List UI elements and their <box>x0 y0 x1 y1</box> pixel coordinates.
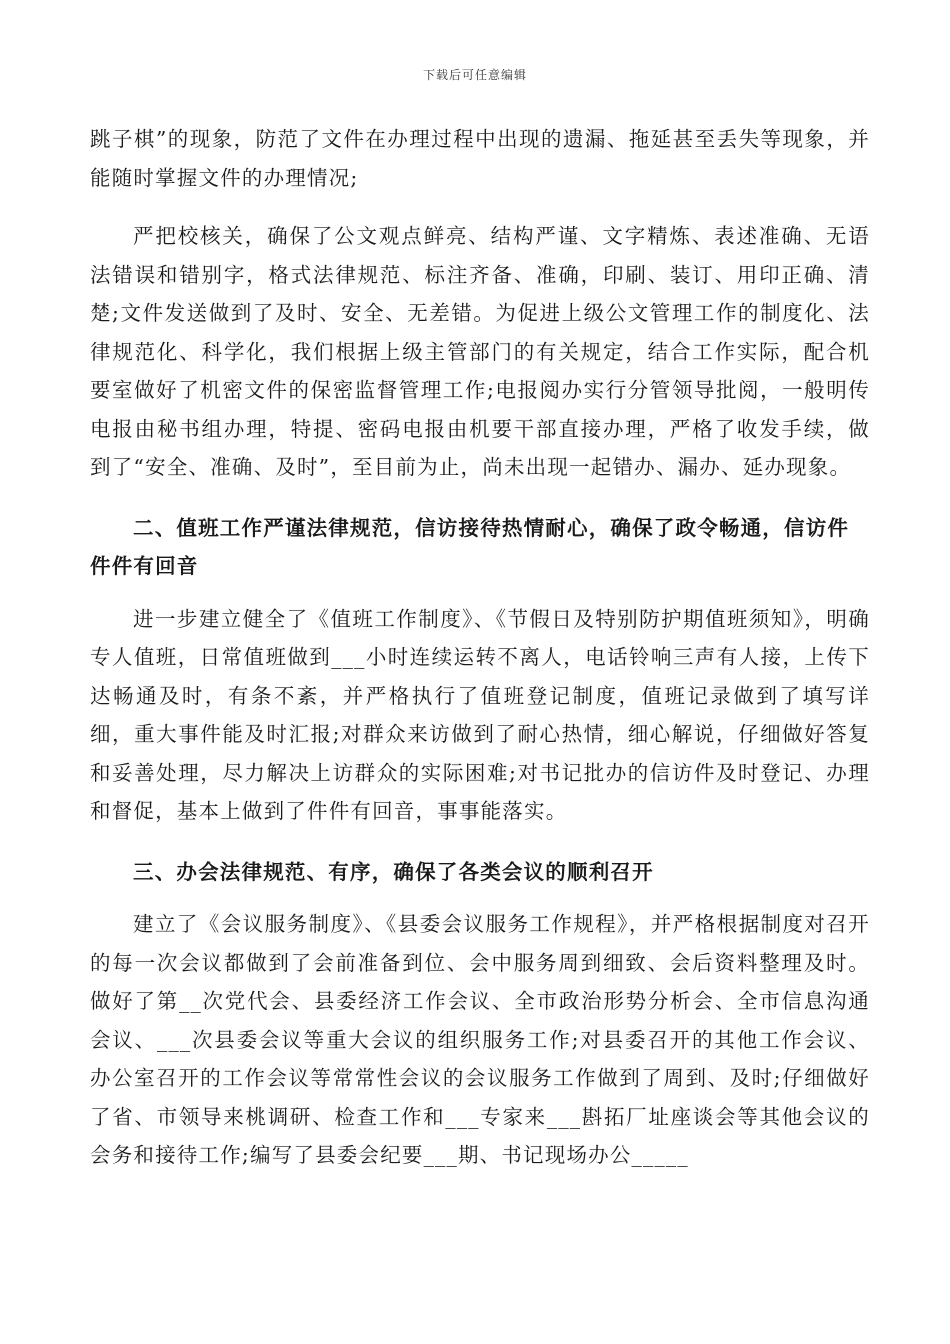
page-header: 下载后可任意编辑 <box>422 68 527 82</box>
section-heading-duty: 二、值班工作严谨法律规范，信访接待热情耐心，确保了政令畅通，信访件件件有回音 <box>90 515 850 578</box>
paragraph-proofreading: 严把校核关，确保了公文观点鲜亮、结构严谨、文字精炼、表述准确、无语法错误和错别字，格式法律规范、标注齐备、准确，印刷、装订、用印正确、清楚;文件发送做到了及时、安全、无差错。为促进上级公文管理工作的制度化、法律规范化、科学化，我们根据上级主管部门的有关规定，结合工作实际，配合机要室做好了机密文件的保密监督管理工作;电报阅办实行分管领导批阅，一般明传电报由秘书组办理，特提、密码电报由机要干部直接办理，严格了收发手续，做到了“安全、准确、及时”，至目前为止，尚未出现一起错办、漏办、延办现象。 <box>90 224 870 479</box>
document-body <box>90 120 870 1175</box>
section-heading-meetings: 三、办会法律规范、有序，确保了各类会议的顺利召开 <box>133 859 654 884</box>
section-body-meetings: 建立了《会议服务制度》、《县委会议服务工作规程》，并严格根据制度对召开的每一次会议都做到了会前准备到位、会中服务周到细致、会后资料整理及时。做好了第__次党代会、县委经济工作会议、全市政治形势分析会、全市信息沟通会议、___次县委会议等重大会议的组织服务工作;对县委召开的其他工作会议、办公室召开的工作会议等常常性会议的会议服务工作做到了周到、及时;仔细做好了省、市领导来桃调研、检查工作和___专家来___斟拓厂址座谈会等其他会议的会务和接待工作;编写了县委会纪要___期、书记现场办公_____ <box>90 912 870 1167</box>
section-body-duty: 进一步建立健全了《值班工作制度》、《节假日及特别防护期值班须知》，明确专人值班，日常值班做到___小时连续运转不离人，电话铃响三声有人接，上传下达畅通及时，有条不紊，并严格执行了值班登记制度，值班记录做到了填写详细，重大事件能及时汇报;对群众来访做到了耐心热情，细心解说，仔细做好答复和妥善处理，尽力解决上访群众的实际困难;对书记批办的信访件及时登记、办理和督促，基本上做到了件件有回音，事事能落实。 <box>90 606 870 823</box>
paragraph-continuation: 跳子棋”的现象，防范了文件在办理过程中出现的遗漏、拖延甚至丢失等现象，并能随时掌握文件的办理情况; <box>90 127 870 190</box>
